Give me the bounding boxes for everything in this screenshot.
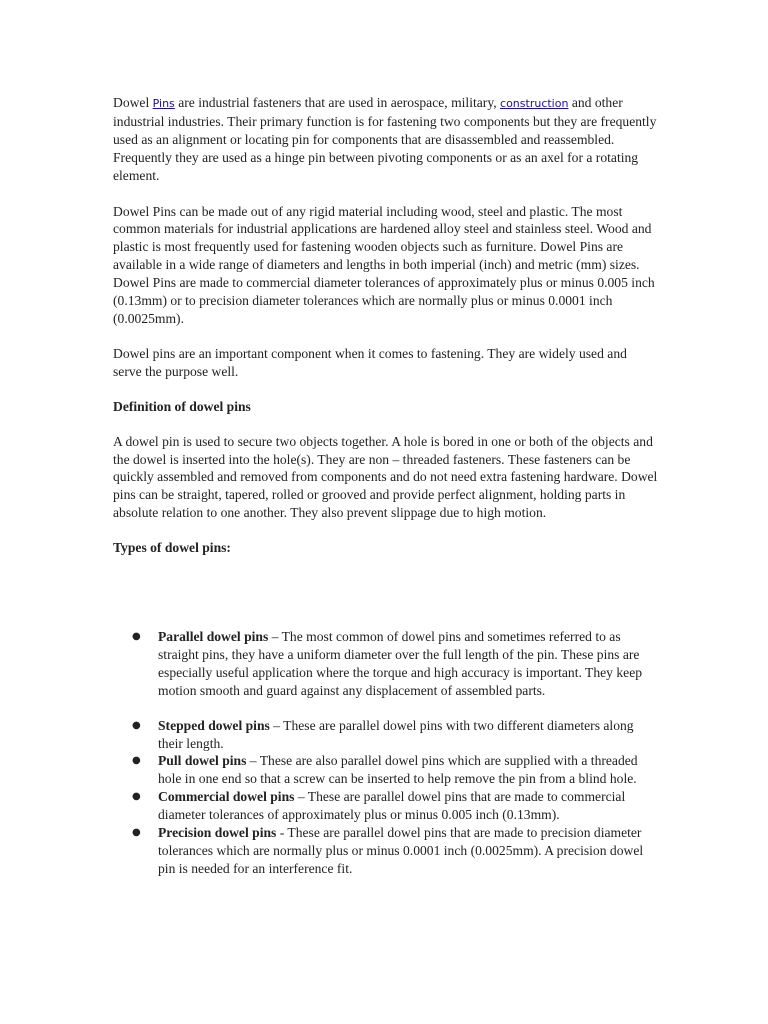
list-item: [113, 717, 658, 753]
list-item-separator: –: [294, 789, 308, 805]
list-item-description: These are parallel dowel pins that are made to commercial diameter tolerances of approximately plus or minus 0.005 inch (0.13mm).: [158, 789, 626, 823]
list-item-separator: -: [276, 825, 288, 841]
bullet-icon: ●: [132, 791, 141, 803]
list-item: [113, 824, 658, 878]
list-item-term: Parallel dowel pins: [158, 629, 269, 644]
types-heading: Types of dowel pins:: [113, 540, 231, 556]
list-item-separator: –: [269, 717, 284, 733]
pins-link[interactable]: Pins: [152, 97, 175, 110]
list-item-term: Pull dowel pins: [158, 753, 247, 769]
intro-text-start: Dowel: [113, 95, 153, 110]
list-item-term: Commercial dowel pins: [158, 789, 295, 805]
list-item-separator: –: [268, 629, 282, 644]
bullet-icon: ●: [132, 827, 141, 839]
list-item: [113, 788, 658, 824]
intro-text-end: and other industrial industries. Their primary function is for fastening two components but they are frequently used as an alignment or locating pin for components that are disassembled and reassembled. Frequently they are used as a hinge pin between pivoting components or as an axel for a rotating element.: [113, 95, 657, 183]
list-item-term: Precision dowel pins: [158, 825, 277, 841]
intro-paragraph: [113, 94, 658, 185]
intro-text-middle: are industrial fasteners that are used in aerospace, military,: [174, 95, 501, 110]
list-item-description: These are parallel dowel pins with two different diameters along their length.: [158, 717, 634, 751]
list-item: [113, 752, 658, 788]
list-item-term: Stepped dowel pins: [158, 717, 270, 733]
list-item-separator: –: [246, 753, 260, 769]
bullet-icon: ●: [132, 719, 141, 731]
list-item-description: The most common of dowel pins and sometimes referred to as straight pins, they have a uniform diameter over the full length of the pin. These pins are especially useful application where the torque and high accuracy is important. They keep motion smooth and guard against any displacement of assembled parts.: [158, 629, 643, 698]
materials-paragraph: Dowel Pins can be made out of any rigid material including wood, steel and plastic. The most common materials for industrial applications are hardened alloy steel and stainless steel. Wood and plastic is most frequently used for fastening wooden objects such as furniture. Dowel Pins are available in a wide range of diameters and lengths in both imperial (inch) and metric (mm) sizes. Dowel Pins are made to commercial diameter tolerances of approximately plus or minus 0.005 inch (0.13mm) or to precision diameter tolerances which are normally plus or minus 0.0001 inch (0.0025mm).: [113, 203, 655, 326]
construction-link[interactable]: construction: [500, 97, 569, 110]
document-page: [113, 94, 658, 876]
bullet-icon: ●: [132, 755, 141, 767]
definition-heading: Definition of dowel pins: [113, 398, 251, 414]
list-item: [113, 628, 658, 700]
bullet-icon: ●: [132, 631, 141, 642]
definition-paragraph: A dowel pin is used to secure two objects together. A hole is bored in one or both of the objects and the dowel is inserted into the hole(s). They are non – threaded fasteners. These fasteners can be quickly assembled and removed from components and do not need extra fastening hardware. Dowel pins can be straight, tapered, rolled or grooved and provide perfect alignment, holding parts in absolute relation to one another. They also prevent slippage due to high motion.: [113, 433, 658, 521]
types-list: [113, 628, 658, 878]
list-item-description: These are parallel dowel pins that are made to precision diameter tolerances which are normally plus or minus 0.0001 inch (0.0025mm). A precision dowel pin is needed for an interference fit.: [158, 825, 644, 876]
list-item-description: These are also parallel dowel pins which are supplied with a threaded hole in one end so that a screw can be inserted to help remove the pin from a blind hole.: [158, 753, 638, 787]
importance-paragraph: Dowel pins are an important component when it comes to fastening. They are widely used and serve the purpose well.: [113, 345, 627, 379]
